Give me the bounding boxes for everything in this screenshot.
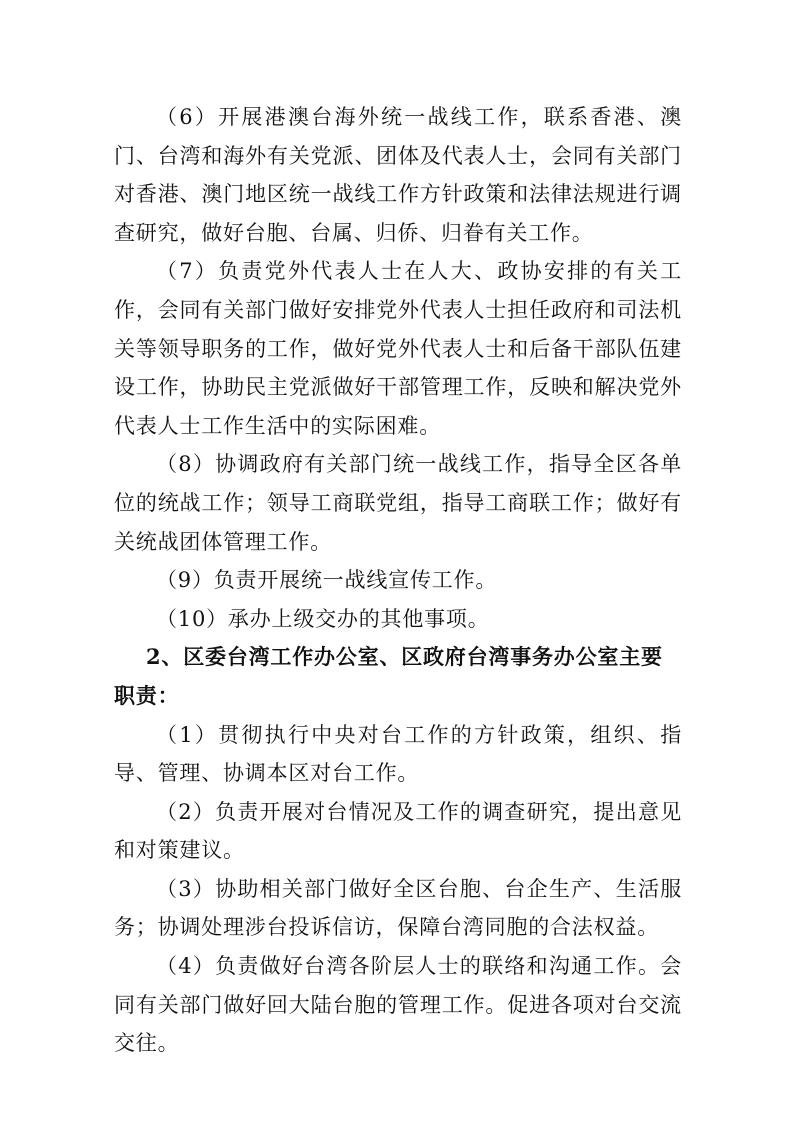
section-2-heading: 2、区委台湾工作办公室、区政府台湾事务办公室主要职责： (114, 644, 663, 708)
section-2-item-1-paragraph: （1）贯彻执行中央对台工作的方针政策，组织、指导、管理、协调本区对台工作。 (114, 722, 682, 786)
item-9-paragraph: （9）负责开展统一战线宣传工作。 (156, 568, 498, 593)
item-7-paragraph: （7）负责党外代表人士在人大、政协安排的有关工作，会同有关部门做好安排党外代表人士担任政府和司法机关等领导职务的工作，做好党外代表人士和后备干部队伍建设工作，协助民主党派做好干部管理工作，反映和解决党外代表人士工作生活中的实际困难。 (114, 259, 682, 438)
item-10-paragraph: （10）承办上级交办的其他事项。 (156, 606, 490, 631)
section-2-item-4-paragraph: （4）负责做好台湾各阶层人士的联络和沟通工作。会同有关部门做好回大陆台胞的管理工作。促进各项对台交流交往。 (114, 954, 682, 1056)
item-8-paragraph: （8）协调政府有关部门统一战线工作，指导全区各单位的统战工作；领导工商联党组，指导工商联工作；做好有关统战团体管理工作。 (114, 452, 682, 554)
section-2-item-3-paragraph: （3）协助相关部门做好全区台胞、台企生产、生活服务；协调处理涉台投诉信访，保障台湾同胞的合法权益。 (114, 876, 682, 940)
section-2-item-2-paragraph: （2）负责开展对台情况及工作的调查研究，提出意见和对策建议。 (114, 799, 682, 863)
item-6-paragraph: （6）开展港澳台海外统一战线工作，联系香港、澳门、台湾和海外有关党派、团体及代表人士，会同有关部门对香港、澳门地区统一战线工作方针政策和法律法规进行调查研究，做好台胞、台属、归侨、归眷有关工作。 (114, 105, 682, 245)
